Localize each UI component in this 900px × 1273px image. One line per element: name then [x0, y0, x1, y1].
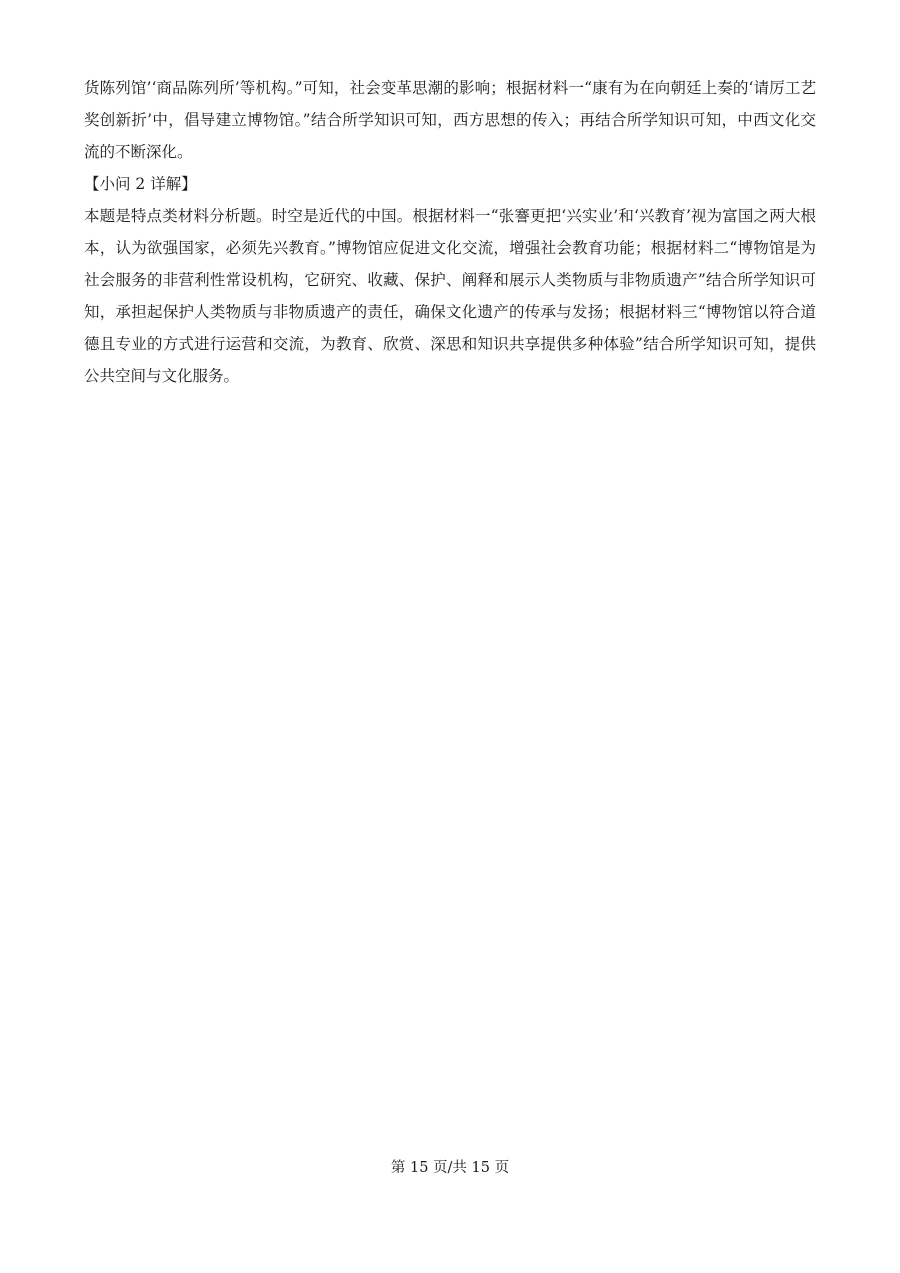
paragraph-continuation: 货陈列馆’‘商品陈列所’等机构。”可知，社会变革思潮的影响；根据材料一“康有为在向朝廷上奏的‘请厉工艺奖创新折’中，倡导建立博物馆。”结合所学知识可知，西方思想的传入；再结合所学知识可知，中西文化交流的不断深化。 — [84, 79, 816, 161]
document-body — [84, 72, 816, 392]
section-heading: 【小问 2 详解】 — [84, 175, 197, 193]
paragraph-analysis: 本题是特点类材料分析题。时空是近代的中国。根据材料一“张謇更把‘兴实业’和‘兴教育’视为富国之两大根本，认为欲强国家，必须先兴教育。”博物馆应促进文化交流，增强社会教育功能；根据材料二“博物馆是为社会服务的非营利性常设机构，它研究、收藏、保护、阐释和展示人类物质与非物质遗产”结合所学知识可知，承担起保护人类物质与非物质遗产的责任，确保文化遗产的传承与发扬；根据材料三“博物馆以符合道德且专业的方式进行运营和交流，为教育、欣赏、深思和知识共享提供多种体验”结合所学知识可知，提供公共空间与文化服务。 — [84, 207, 816, 385]
page-footer: 第 15 页/共 15 页 — [390, 1160, 510, 1176]
